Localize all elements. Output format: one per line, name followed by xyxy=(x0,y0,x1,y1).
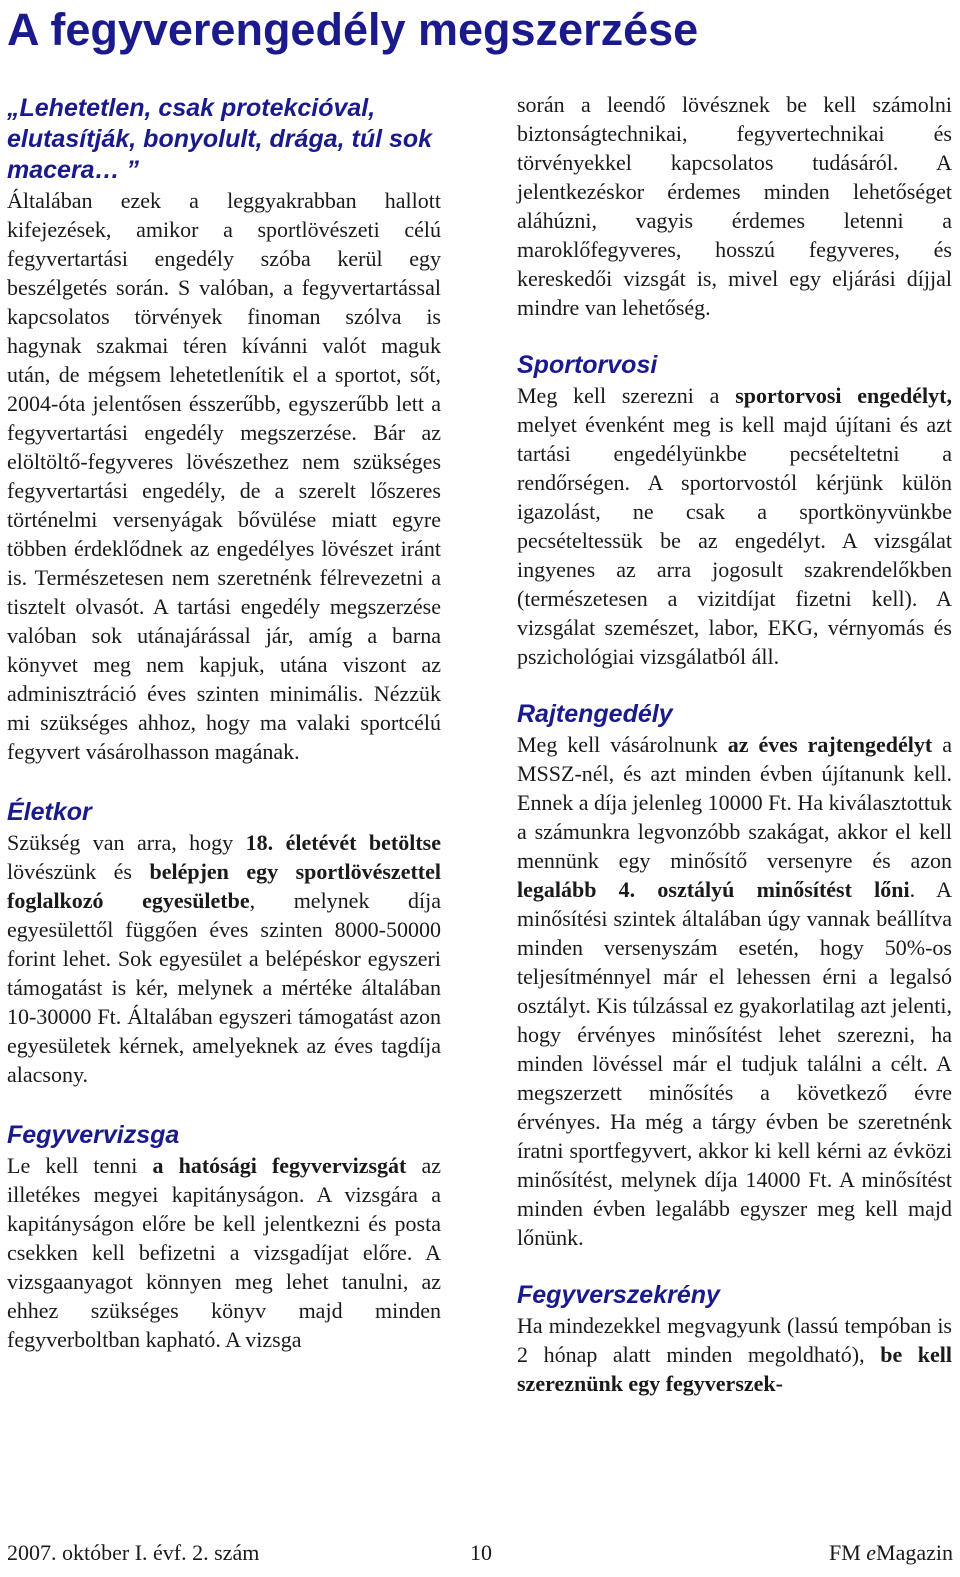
footer-magazine-name: FM eMagazin xyxy=(828,1540,953,1565)
section-heading-fegyvervizsga: Fegyvervizsga xyxy=(7,1121,180,1149)
footer-page-number: 10 xyxy=(470,1540,492,1565)
fegyvervizsga-continuation: során a leendő lövésznek be kell számolni biztonságtechnikai, fegyvertechnikai és törvényekkel kapcsolatos tudásáról. A jelentkezéskor érdemes minden lehetőséget aláhúzni, vagyis érdemes letenni a maroklőfegyveres, hosszú fegyveres, és kereskedői vizsgát is, mivel egy eljárási díjjal mindre van lehetőség. xyxy=(517,92,952,320)
eletkor-paragraph: Szükség van arra, hogy 18. életévét betöltse lövészünk és belépjen egy sportlövészettel foglalkozó egyesületbe, melynek díja egyesülettől függően éves szinten 8000-50000 forint lehet. Sok egyesület a belépéskor egyszeri támogatást is kér, melynek a mértéke általában 10-30000 Ft. Általában egyszeri támogatást azon egyesületek kérnek, amelyeknek az éves tagdíja alacsony. xyxy=(7,830,441,1087)
section-heading-rajtengedely: Rajtengedély xyxy=(517,700,673,728)
section-heading-fegyverszekreny: Fegyverszekrény xyxy=(517,1281,720,1309)
page-title: A fegyverengedély megszerzése xyxy=(7,4,699,55)
lead-quote: „Lehetetlen, csak protekcióval, elutasítják, bonyolult, drága, túl sok macera… ” xyxy=(7,94,433,184)
section-heading-sportorvosi: Sportorvosi xyxy=(517,351,658,379)
fegyvervizsga-paragraph: Le kell tenni a hatósági fegyvervizsgát az illetékes megyei kapitányságon. A vizsgára a kapitányságon előre be kell jelentkezni és posta csekken kell befizetni a vizsgadíjat előre. A vizsgaanyagot könnyen meg lehet tanulni, az ehhez szükséges könyv majd minden fegyverboltban kapható. A vizsga xyxy=(7,1153,441,1352)
page-footer xyxy=(7,1537,953,1569)
intro-paragraph: Általában ezek a leggyakrabban hallott kifejezések, amikor a sportlövészeti célú fegyvertartási engedély szóba kerül egy beszélgetés során. S valóban, a fegyvertartással kapcsolatos törvények finoman szólva is hagynak szakmai téren kívánni valót maguk után, de mégsem lehetetlenítik el a sportot, sőt, 2004-óta jelentősen ésszerűbb, egyszerűbb lett a fegyvertartási engedély megszerzése. Bár az elöltöltő-fegyveres lövészethez nem szükséges fegyvertartási engedély, de a szerelt lőszeres történelmi versenyágak bővülése miatt egyre többen érdeklődnek az engedélyes lövészet iránt is. Természetesen nem szeretnénk félrevezetni a tisztelt olvasót. A tartási engedély megszerzése valóban sok utánajárással jár, amíg a barna könyvet meg nem kapjuk, utána viszont az adminisztráció éves szinten minimális. Nézzük mi szükséges ahhoz, hogy ma valaki sportcélú fegyvert vásárolhasson magának. xyxy=(7,188,441,764)
rajtengedely-paragraph: Meg kell vásárolnunk az éves rajtengedélyt a MSSZ-nél, és azt minden évben újítanunk kell. Ennek a díja jelenleg 10000 Ft. Ha kiválasztottuk a számunkra legvonzóbb szakágat, akkor el kell mennünk egy minősítő versenyre és azon legalább 4. osztályú minősítést lőni. A minősítési szintek általában úgy vannak beállítva minden versenyszám esetén, hogy 50%-os teljesítménnyel már el lehessen érni a legalsó osztályt. Kis túlzással ez gyakorlatilag azt jelenti, hogy érvényes minősítést lehet szerezni, ha minden lövéssel már el tudjuk találni a célt. A megszerzett minősítés a következő évre érvényes. Ha még a tárgy évben be szeretnénk íratni sportfegyvert, akkor ki kell kérni az évközi minősítést, melynek díja 14000 Ft. A minősítést minden évben legalább egyszer meg kell majd lőnünk. xyxy=(517,732,953,1250)
left-column xyxy=(7,93,441,1354)
fegyverszekreny-paragraph: Ha mindezekkel megvagyunk (lassú tempóban is 2 hónap alatt minden megoldható), be kell szereznünk egy fegyverszek- xyxy=(517,1313,953,1396)
sportorvosi-paragraph: Meg kell szerezni a sportorvosi engedélyt, melyet évenként meg is kell majd újítani és azt tartási engedélyünkbe pecsételtetni a rendőrségen. A sportorvostól kérjünk külön igazolást, ne csak a sportkönyvünkbe pecsételtessük be az engedélyt. A vizsgálat ingyenes az arra jogosult szakrendelőkben (természetesen a vizitdíjat fizetni kell). A vizsgálat szemészet, labor, EKG, vérnyomás és pszichológiai vizsgálatból áll. xyxy=(517,383,952,669)
right-column xyxy=(517,90,952,1398)
section-heading-eletkor: Életkor xyxy=(7,798,92,826)
footer-issue: 2007. október I. évf. 2. szám xyxy=(7,1540,260,1565)
